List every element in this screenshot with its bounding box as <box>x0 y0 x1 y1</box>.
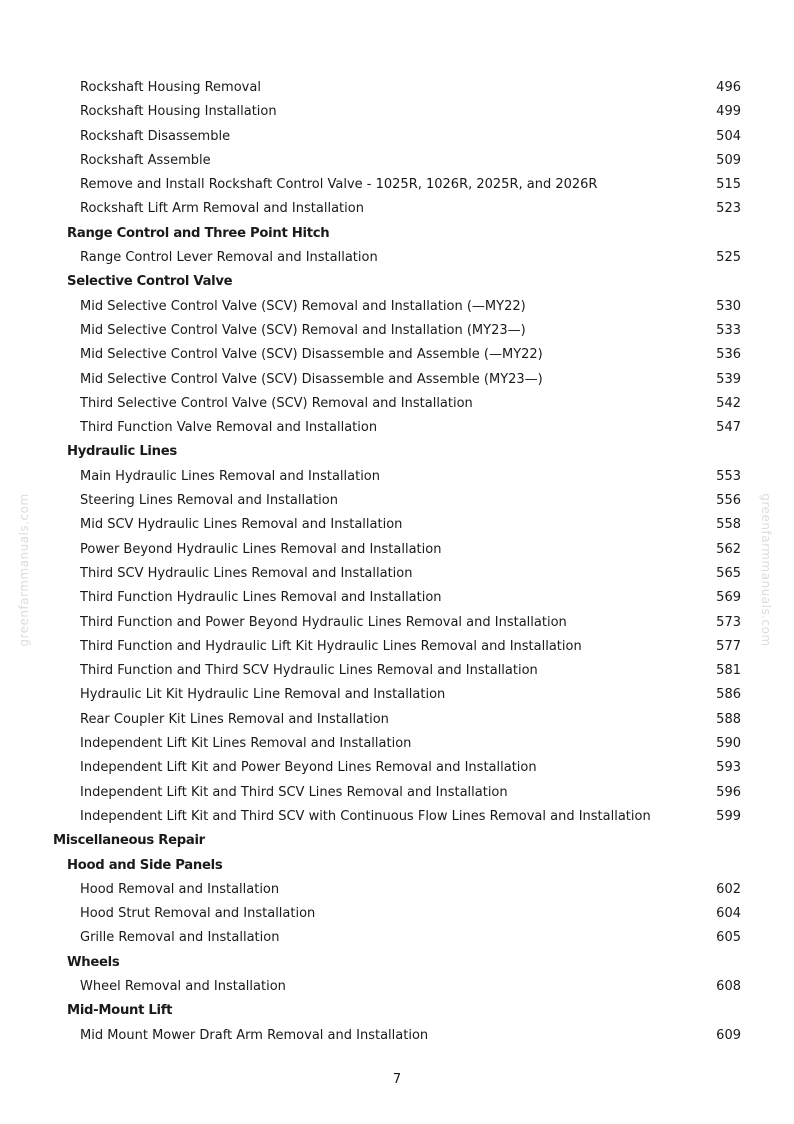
toc-subsection <box>0 854 794 878</box>
toc-entry[interactable] <box>0 538 794 562</box>
toc-entry-title: Mid Selective Control Valve (SCV) Disassemble and Assemble (—MY22) <box>80 347 543 363</box>
toc-entry[interactable] <box>0 878 794 902</box>
toc-page-number: 496 <box>716 80 741 95</box>
toc-page-number: 547 <box>716 420 741 436</box>
toc-page-number: 539 <box>716 371 741 387</box>
toc-entry-title: Third Function and Hydraulic Lift Kit Hydraulic Lines Removal and Installation <box>80 638 582 654</box>
toc-page-number: 581 <box>716 663 741 679</box>
toc-page-number: 577 <box>716 638 741 654</box>
toc-subsection <box>0 222 794 246</box>
toc-entry-title: Rockshaft Housing Installation <box>80 104 277 120</box>
toc-entry-title: Hydraulic Lit Kit Hydraulic Line Removal and Installation <box>80 687 446 703</box>
toc-page-number: 605 <box>716 930 741 946</box>
toc-entry[interactable] <box>0 416 794 440</box>
toc-entry[interactable] <box>0 975 794 999</box>
toc-entry-title: Independent Lift Kit and Power Beyond Lines Removal and Installation <box>80 760 537 776</box>
toc-entry[interactable] <box>0 465 794 489</box>
toc-page-number: 569 <box>716 590 741 606</box>
toc-entry[interactable] <box>0 489 794 513</box>
toc-page-number: 558 <box>716 517 741 533</box>
toc-entry-title: Mid Selective Control Valve (SCV) Removal and Installation (—MY22) <box>80 298 526 314</box>
toc-page-number: 530 <box>716 298 741 314</box>
toc-entry-title: Rockshaft Housing Removal <box>80 80 261 95</box>
toc-subsection-title: Mid-Mount Lift <box>67 1003 173 1019</box>
toc-entry[interactable] <box>0 611 794 635</box>
toc-section-title: Miscellaneous Repair <box>53 833 205 849</box>
toc-entry-title: Independent Lift Kit Lines Removal and Installation <box>80 736 412 752</box>
toc-subsection <box>0 270 794 294</box>
toc-entry[interactable] <box>0 562 794 586</box>
toc-entry-title: Power Beyond Hydraulic Lines Removal and Installation <box>80 541 442 557</box>
toc-entry-title: Third Function and Power Beyond Hydraulic Lines Removal and Installation <box>80 614 567 630</box>
toc-subsection <box>0 999 794 1023</box>
toc-entry[interactable] <box>0 926 794 950</box>
toc-subsection <box>0 440 794 464</box>
toc-entry[interactable] <box>0 76 794 100</box>
toc-entry[interactable] <box>0 635 794 659</box>
toc-entry[interactable] <box>0 295 794 319</box>
toc-subsection-title: Hydraulic Lines <box>67 444 177 460</box>
toc-entry-title: Hood Strut Removal and Installation <box>80 906 316 922</box>
toc-page-number: 596 <box>716 784 741 800</box>
toc-subsection-title: Hood and Side Panels <box>67 857 223 873</box>
toc-subsection-title: Selective Control Valve <box>67 274 233 290</box>
toc-entry-title: Mid Selective Control Valve (SCV) Disassemble and Assemble (MY23—) <box>80 371 543 387</box>
toc-page-number: 599 <box>716 808 741 824</box>
toc-page-number: 509 <box>716 152 741 168</box>
toc-page-number: 573 <box>716 614 741 630</box>
toc-entry-title: Rear Coupler Kit Lines Removal and Installation <box>80 711 389 727</box>
toc-page-number: 609 <box>716 1027 741 1043</box>
toc-entry[interactable] <box>0 1024 794 1048</box>
toc-page-number: 533 <box>716 322 741 338</box>
toc-entry[interactable] <box>0 246 794 270</box>
table-of-contents <box>0 76 794 1048</box>
toc-entry[interactable] <box>0 683 794 707</box>
toc-page-number: 556 <box>716 493 741 509</box>
toc-entry-title: Mid SCV Hydraulic Lines Removal and Installation <box>80 517 403 533</box>
toc-page-number: 586 <box>716 687 741 703</box>
toc-entry-title: Remove and Install Rockshaft Control Valve - 1025R, 1026R, 2025R, and 2026R <box>80 177 598 193</box>
toc-entry-title: Third Selective Control Valve (SCV) Removal and Installation <box>80 395 473 411</box>
toc-entry-title: Third Function Valve Removal and Installation <box>80 420 378 436</box>
toc-entry-title: Rockshaft Lift Arm Removal and Installation <box>80 201 364 217</box>
toc-entry[interactable] <box>0 756 794 780</box>
toc-page-number: 590 <box>716 736 741 752</box>
toc-entry-title: Mid Selective Control Valve (SCV) Removal and Installation (MY23—) <box>80 322 526 338</box>
toc-entry[interactable] <box>0 197 794 221</box>
toc-page-number: 588 <box>716 711 741 727</box>
toc-page-number: 608 <box>716 978 741 994</box>
toc-entry[interactable] <box>0 319 794 343</box>
toc-entry[interactable] <box>0 513 794 537</box>
toc-entry[interactable] <box>0 173 794 197</box>
toc-entry-title: Grille Removal and Installation <box>80 930 280 946</box>
toc-entry[interactable] <box>0 392 794 416</box>
toc-entry[interactable] <box>0 659 794 683</box>
toc-page-number: 515 <box>716 177 741 193</box>
toc-subsection <box>0 951 794 975</box>
toc-entry[interactable] <box>0 708 794 732</box>
toc-page-number: 523 <box>716 201 741 217</box>
toc-page-number: 504 <box>716 128 741 144</box>
toc-page-number: 565 <box>716 565 741 581</box>
toc-entry-title: Rockshaft Assemble <box>80 152 211 168</box>
toc-entry-title: Rockshaft Disassemble <box>80 128 231 144</box>
watermark-left: greenfarmmanuals.com <box>17 493 31 647</box>
toc-entry-title: Mid Mount Mower Draft Arm Removal and Installation <box>80 1027 429 1043</box>
toc-entry[interactable] <box>0 902 794 926</box>
toc-page-number: 602 <box>716 881 741 897</box>
toc-page-number: 562 <box>716 541 741 557</box>
toc-entry[interactable] <box>0 100 794 124</box>
toc-entry-title: Hood Removal and Installation <box>80 881 280 897</box>
toc-entry[interactable] <box>0 125 794 149</box>
toc-entry[interactable] <box>0 781 794 805</box>
toc-entry-title: Steering Lines Removal and Installation <box>80 493 338 509</box>
toc-entry[interactable] <box>0 732 794 756</box>
toc-entry-title: Main Hydraulic Lines Removal and Installation <box>80 468 380 484</box>
toc-page-number: 525 <box>716 250 741 266</box>
toc-page-number: 593 <box>716 760 741 776</box>
toc-entry-title: Independent Lift Kit and Third SCV Lines Removal and Installation <box>80 784 508 800</box>
toc-entry[interactable] <box>0 368 794 392</box>
toc-entry[interactable] <box>0 343 794 367</box>
toc-subsection-title: Wheels <box>67 954 120 970</box>
toc-page-number: 553 <box>716 468 741 484</box>
page-number: 7 <box>392 1072 402 1087</box>
toc-section <box>0 829 794 853</box>
toc-page-number: 604 <box>716 906 741 922</box>
toc-subsection-title: Range Control and Three Point Hitch <box>67 225 330 241</box>
toc-page-number: 499 <box>716 104 741 120</box>
toc-entry-title: Third SCV Hydraulic Lines Removal and Installation <box>80 565 413 581</box>
toc-page-number: 536 <box>716 347 741 363</box>
toc-entry-title: Wheel Removal and Installation <box>80 978 286 994</box>
toc-entry[interactable] <box>0 586 794 610</box>
toc-entry-title: Range Control Lever Removal and Installation <box>80 250 378 266</box>
toc-entry[interactable] <box>0 149 794 173</box>
toc-entry[interactable] <box>0 805 794 829</box>
watermark-right: greenfarmmanuals.com <box>759 493 773 647</box>
toc-entry-title: Third Function and Third SCV Hydraulic Lines Removal and Installation <box>80 663 538 679</box>
toc-entry-title: Independent Lift Kit and Third SCV with Continuous Flow Lines Removal and Installation <box>80 808 651 824</box>
toc-entry-title: Third Function Hydraulic Lines Removal and Installation <box>80 590 442 606</box>
toc-page-number: 542 <box>716 395 741 411</box>
